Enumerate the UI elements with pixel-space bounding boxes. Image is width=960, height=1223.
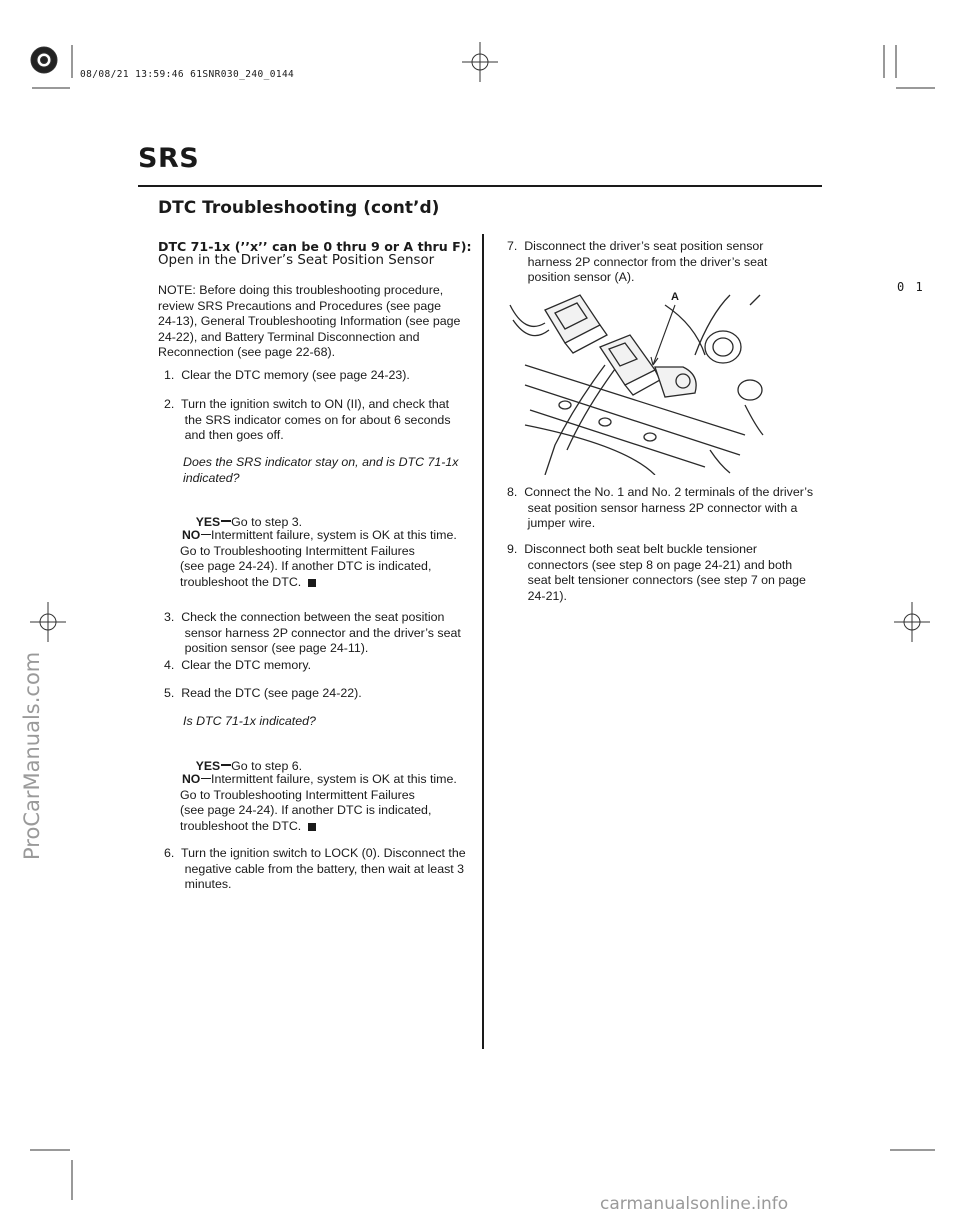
note-line: review SRS Precautions and Procedures (see page <box>158 298 442 313</box>
no-text: Intermittent failure, system is OK at this time. Go to Troubleshooting Intermittent Failures (see page 24-24). If another DTC is indicated, troubleshoot the DTC. <box>180 772 457 833</box>
yes-text: Go to step 6. <box>231 758 303 773</box>
step-7: 7. Disconnect the driver’s seat position sensor harness 2P connector from the driver’s seat position sensor (A). <box>507 239 768 285</box>
question-2: Is DTC 71-1x indicated? <box>183 714 316 728</box>
end-mark-icon <box>308 579 316 587</box>
dtc-description: Open in the Driver’s Seat Position Sensor <box>158 253 435 268</box>
watermark: ProCarManuals.com <box>20 651 44 860</box>
header-rule <box>138 185 822 187</box>
note-line: 24-13), General Troubleshooting Information (see page <box>158 314 461 329</box>
print-stamp: 08/08/21 13:59:46 61SNR030_240_0144 <box>80 69 295 80</box>
step-8: 8. Connect the No. 1 and No. 2 terminals of the driver’s seat position sensor harness 2P connector with a jumper wire. <box>507 485 814 531</box>
question-1: Does the SRS indicator stay on, and is DTC 71-1x indicated? <box>183 455 459 485</box>
dtc-code: DTC 71-1x (’’x’’ can be 0 thru 9 or A thru F): <box>158 239 472 254</box>
step-5: 5. Read the DTC (see page 24-22). <box>164 686 362 700</box>
no-label: NO <box>182 528 201 542</box>
footer-link[interactable]: carmanualsonline.info <box>600 1194 789 1214</box>
end-mark-icon <box>308 823 316 831</box>
column-divider <box>482 234 484 1049</box>
no-text: Intermittent failure, system is OK at this time. Go to Troubleshooting Intermittent Failures (see page 24-24). If another DTC is indicated, troubleshoot the DTC. <box>180 528 457 589</box>
section-title: SRS <box>138 143 200 174</box>
note-line: NOTE: Before doing this troubleshooting procedure, <box>158 283 444 297</box>
note-line: Reconnection (see page 22-68). <box>158 345 336 360</box>
yes-label: YES <box>195 514 221 529</box>
step-9: 9. Disconnect both seat belt buckle tensioner connectors (see step 8 on page 24-21) and both seat belt tensioner connectors (see step 7 on page 24-21). <box>507 542 806 603</box>
step-2: 2. Turn the ignition switch to ON (II), and check that the SRS indicator comes on for about 6 seconds and then goes off. <box>164 397 451 443</box>
yes-label: YES <box>195 758 221 773</box>
note-block <box>158 283 460 361</box>
answer-dash <box>221 520 231 521</box>
step-1: 1. Clear the DTC memory (see page 24-23). <box>164 368 410 382</box>
seat-position-sensor-illustration <box>505 285 765 475</box>
note-line: 24-22), and Battery Terminal Disconnection and <box>158 329 420 344</box>
no-label: NO <box>182 772 201 786</box>
margin-marker: 0 1 <box>897 280 925 294</box>
step-6: 6. Turn the ignition switch to LOCK (0). Disconnect the negative cable from the battery, then wait at least 3 minutes. <box>164 846 466 892</box>
yes-text: Go to step 3. <box>231 514 303 529</box>
page-title: DTC Troubleshooting (cont’d) <box>158 198 440 218</box>
step-4: 4. Clear the DTC memory. <box>164 658 312 672</box>
answer-dash <box>221 764 231 765</box>
sensor-figure <box>505 285 765 475</box>
callout-label: A <box>671 291 679 303</box>
step-3: 3. Check the connection between the seat position sensor harness 2P connector and the driver’s seat position sensor (see page 24-11). <box>164 610 461 656</box>
